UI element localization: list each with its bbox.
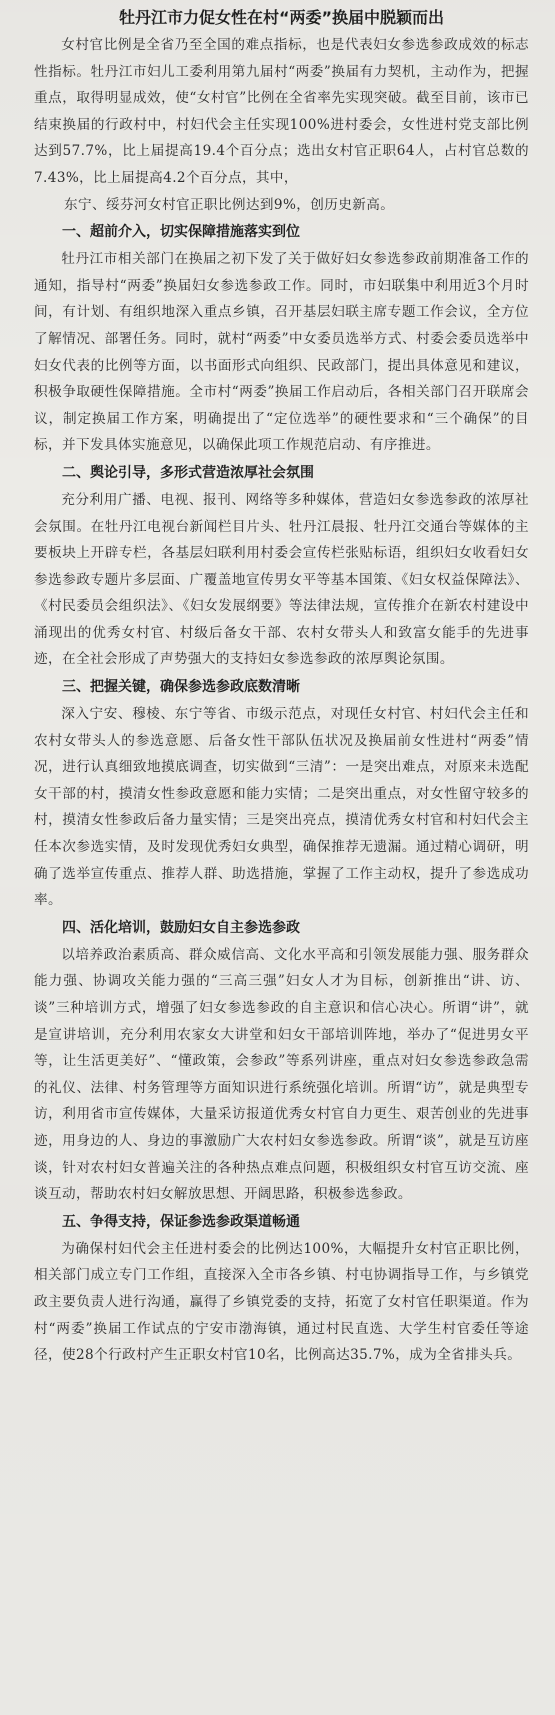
- section-1-body: 牡丹江市相关部门在换届之初下发了关于做好妇女参选参政前期准备工作的通知，指导村“两委”换届妇女参选参政工作。同时，市妇联集中利用近3个月时间，有计划、有组织地深入重点乡镇，召开基层妇联主席专题工作会议，全方位了解情况、部署任务。同时，就村“两委”中女委员选举方式、村委会委员选举中妇女代表的比例等方面，以书面形式向组织、民政部门，提出具体意见和建议，积极争取硬性保障措施。全市村“两委”换届工作启动后，各相关部门召开联席会议，制定换届工作方案，明确提出了“定位选举”的硬性要求和“三个确保”的目标，并下发具体实施意见，以确保此项工作规范启动、有序推进。: [34, 251, 529, 454]
- section-3-heading: 三、把握关键，确保参选参政底数清晰: [62, 679, 300, 696]
- section-4-heading: 四、活化培训，鼓励妇女自主参选参政: [62, 919, 300, 936]
- intro-paragraph-end: 东宁、绥芬河女村官正职比例达到9%，创历史新高。: [64, 196, 395, 213]
- section-1-heading: 一、超前介入，切实保障措施落实到位: [62, 224, 300, 241]
- article-title: 牡丹江市力促女性在村“两委”换届中脱颖而出: [118, 8, 445, 27]
- intro-paragraph: 女村官比例是全省乃至全国的难点指标，也是代表妇女参选参政成效的标志性指标。牡丹江市妇儿工委利用第九届村“两委”换届有力契机，主动作为，把握重点，取得明显成效，使“女村官”比例在全省率先实现突破。截至目前，该市已结束换届的行政村中，村妇代会主任实现100%进村委会，女性进村党支部比例达到57.7%，比上届提高19.4个百分点；选出女村官正职64人，占村官总数的7.43%，比上届提高4.2个百分点，其中，: [34, 37, 529, 186]
- section-5-body: 为确保村妇代会主任进村委会的比例达100%，大幅提升女村官正职比例，相关部门成立专门工作组，直接深入全市各乡镇、村屯协调指导工作，与乡镇党政主要负责人进行沟通，赢得了乡镇党委的支持，拓宽了女村官任职渠道。作为村“两委”换届工作试点的宁安市渤海镇，通过村民直选、大学生村官委任等途径，使28个行政村产生正职女村官10名，比例高达35.7%，成为全省排头兵。: [34, 1240, 529, 1364]
- section-2-heading: 二、舆论引导，多形式营造浓厚社会氛围: [62, 464, 314, 481]
- section-4-body: 以培养政治素质高、群众威信高、文化水平高和引领发展能力强、服务群众能力强、协调攻关能力强的“三高三强”妇女人才为目标，创新推出“讲、访、谈”三种培训方式，增强了妇女参选参政的自主意识和信心决心。所谓“讲”，就是宣讲培训，充分利用农家女大讲堂和妇女干部培训阵地，举办了“促进男女平等，让生活更美好”、“懂政策，会参政”等系列讲座，重点对妇女参选参政急需的礼仪、法律、村务管理等方面知识进行系统强化培训。所谓“访”，就是典型专访，利用省市宣传媒体，大量采访报道优秀女村官自力更生、艰苦创业的先进事迹，用身边的人、身边的事激励广大农村妇女参选参政。所谓“谈”，就是互访座谈，针对农村妇女普遍关注的各种热点难点问题，积极组织女村官互访交流、座谈互动，帮助农村妇女解放思想、开阔思路，积极参选参政。: [34, 946, 529, 1203]
- section-2-body: 充分利用广播、电视、报刊、网络等多种媒体，营造妇女参选参政的浓厚社会氛围。在牡丹江电视台新闻栏目片头、牡丹江晨报、牡丹江交通台等媒体的主要板块上开辟专栏，各基层妇联利用村委会宣传栏张贴标语，组织妇女收看妇女参选参政专题片多层面、广覆盖地宣传男女平等基本国策、《妇女权益保障法》、《村民委员会组织法》、《妇女发展纲要》等法律法规，宣传推介在新农村建设中涌现出的优秀女村官、村级后备女干部、农村女带头人和致富女能手的先进事迹，在全社会形成了声势强大的支持妇女参选参政的浓厚舆论氛围。: [34, 491, 529, 668]
- section-3-body: 深入宁安、穆棱、东宁等省、市级示范点，对现任女村官、村妇代会主任和农村女带头人的参选意愿、后备女性干部队伍状况及换届前女性进村“两委”情况，进行认真细致地摸底调查，切实做到“三清”：一是突出难点，对原来未选配女干部的村，摸清女性参政意愿和能力实情；二是突出重点，对女性留守较多的村，摸清女性参政后备力量实情；三是突出亮点，摸清优秀女村官和村妇代会主任本次参选实情，及时发现优秀妇女典型，确保推荐无遗漏。通过精心调研，明确了选举宣传重点、推荐人群、助选措施，掌握了工作主动权，提升了参选成功率。: [34, 706, 529, 909]
- section-5-heading: 五、争得支持，保证参选参政渠道畅通: [62, 1213, 300, 1230]
